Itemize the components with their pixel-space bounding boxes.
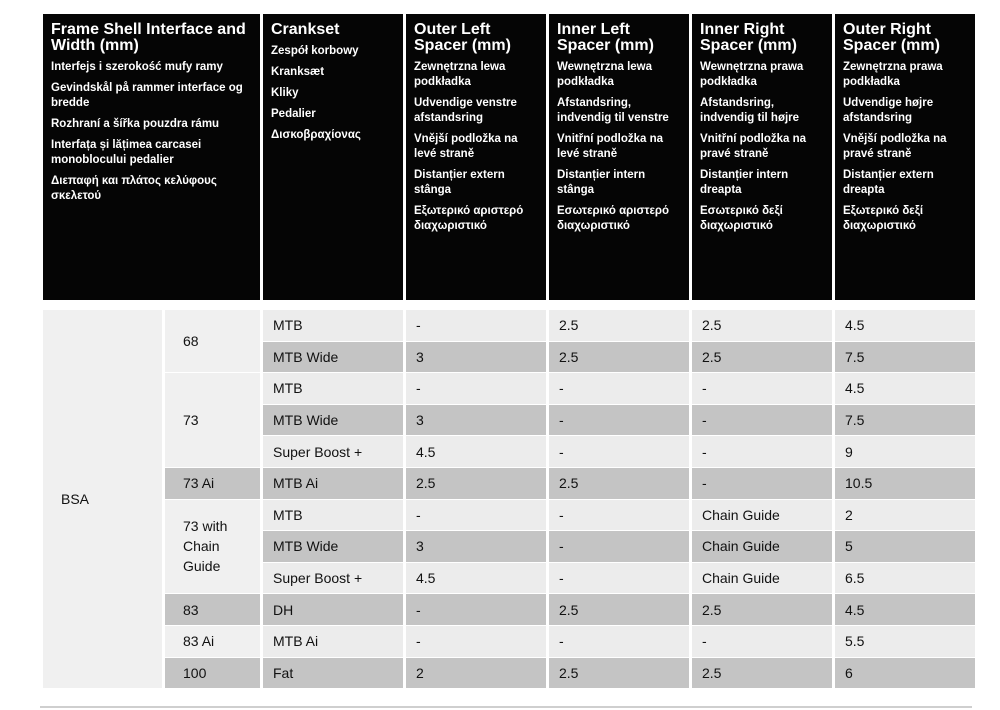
inner-right-cell: Chain Guide [692,563,832,595]
outer-right-cell: 4.5 [835,594,975,626]
inner-right-cell: - [692,373,832,405]
outer-left-cell: - [406,373,546,405]
header-outer-left-spacer [406,14,546,300]
bottom-divider [40,706,972,708]
header-title: Outer Left Spacer (mm) [414,21,511,54]
width-cell: 83 [165,594,260,626]
width-cell: 100 [165,658,260,690]
outer-left-cell: 4.5 [406,436,546,468]
header-sub: Vnější podložka na levé straně [414,133,518,160]
table-row [43,373,975,405]
header-sub: Δισκοβραχίονας [271,129,361,141]
header-sub: Udvendige højre afstandsring [843,97,934,124]
crankset-cell: MTB Ai [263,626,403,658]
header-sub: Wewnętrzna lewa podkładka [557,61,653,88]
width-cell: 68 [165,310,260,373]
header-gap [43,300,975,310]
inner-right-cell: Chain Guide [692,500,832,532]
header-sub: Vnitřní podložka na levé straně [557,133,664,160]
width-cell: 73 with Chain Guide [165,500,260,595]
header-sub: Interfața și lățimea carcasei monoblocului pedalier [51,139,202,166]
header-inner-right-spacer [692,14,832,300]
inner-left-cell: 2.5 [549,310,689,342]
table-row [43,468,975,500]
inner-left-cell: - [549,373,689,405]
header-outer-right-spacer [835,14,975,300]
header-sub: Afstandsring, indvendig til venstre [557,97,669,124]
outer-right-cell: 6.5 [835,563,975,595]
width-cell: 73 Ai [165,468,260,500]
header-inner-left-spacer [549,14,689,300]
header-sub: Pedalier [271,108,316,120]
table-row [43,310,975,342]
header-title: Outer Right Spacer (mm) [843,21,940,54]
header-sub: Zewnętrzna lewa podkładka [414,61,506,88]
header-title: Crankset [271,21,340,38]
outer-left-cell: 3 [406,342,546,374]
crankset-cell: DH [263,594,403,626]
crankset-cell: Super Boost + [263,563,403,595]
header-sub: Kliky [271,87,299,99]
header-sub: Interfejs i szerokość mufy ramy [51,61,223,73]
outer-right-cell: 10.5 [835,468,975,500]
outer-left-cell: 2 [406,658,546,690]
outer-right-cell: 7.5 [835,405,975,437]
table-row [43,594,975,626]
header-row [43,14,975,300]
inner-left-cell: 2.5 [549,658,689,690]
inner-left-cell: 2.5 [549,468,689,500]
outer-left-cell: - [406,626,546,658]
width-cell: 83 Ai [165,626,260,658]
header-sub: Wewnętrzna prawa podkładka [700,61,804,88]
header-title: Inner Right Spacer (mm) [700,21,797,54]
header-title: Frame Shell Interface and Width (mm) [51,21,246,54]
header-sub: Εσωτερικό δεξί διαχωριστικό [700,205,783,232]
outer-right-cell: 4.5 [835,373,975,405]
header-crankset [263,14,403,300]
crankset-cell: MTB [263,500,403,532]
header-sub: Διεπαφή και πλάτος κελύφους σκελετού [51,175,217,202]
header-sub: Distanțier extern stânga [414,169,505,196]
header-sub: Kranksæt [271,66,325,78]
inner-left-cell: - [549,531,689,563]
outer-right-cell: 4.5 [835,310,975,342]
inner-right-cell: - [692,468,832,500]
inner-left-cell: - [549,436,689,468]
header-sub: Afstandsring, indvendig til højre [700,97,800,124]
inner-left-cell: - [549,563,689,595]
inner-right-cell: Chain Guide [692,531,832,563]
inner-left-cell: 2.5 [549,594,689,626]
outer-left-cell: 4.5 [406,563,546,595]
crankset-cell: MTB Wide [263,342,403,374]
header-sub: Udvendige venstre afstandsring [414,97,517,124]
header-sub: Gevindskål på rammer interface og bredde [51,82,243,109]
outer-left-cell: 2.5 [406,468,546,500]
header-frame-shell [43,14,260,300]
header-sub: Εξωτερικό δεξί διαχωριστικό [843,205,924,232]
crankset-cell: MTB Ai [263,468,403,500]
outer-right-cell: 6 [835,658,975,690]
frame-cell: BSA [43,310,162,689]
header-sub: Vnější podložka na pravé straně [843,133,947,160]
crankset-cell: MTB [263,310,403,342]
outer-left-cell: - [406,310,546,342]
table-row [43,658,975,690]
header-sub: Vnitřní podložka na pravé straně [700,133,807,160]
crankset-cell: Fat [263,658,403,690]
header-sub: Εσωτερικό αριστερό διαχωριστικό [557,205,670,232]
outer-left-cell: 3 [406,405,546,437]
inner-right-cell: - [692,436,832,468]
header-sub: Rozhraní a šířka pouzdra rámu [51,118,220,130]
header-sub: Εξωτερικό αριστερό διαχωριστικό [414,205,524,232]
outer-left-cell: 3 [406,531,546,563]
inner-right-cell: - [692,405,832,437]
crankset-cell: Super Boost + [263,436,403,468]
inner-right-cell: 2.5 [692,342,832,374]
spacer-table [40,14,978,689]
width-cell: 73 [165,373,260,468]
crankset-cell: MTB Wide [263,531,403,563]
table-row [43,500,975,532]
inner-left-cell: - [549,500,689,532]
outer-right-cell: 2 [835,500,975,532]
inner-right-cell: 2.5 [692,594,832,626]
table-row [43,626,975,658]
header-sub: Distanțier intern stânga [557,169,646,196]
header-sub: Distanțier extern dreapta [843,169,934,196]
header-title: Inner Left Spacer (mm) [557,21,654,54]
inner-right-cell: - [692,626,832,658]
outer-left-cell: - [406,594,546,626]
inner-right-cell: 2.5 [692,658,832,690]
inner-left-cell: - [549,626,689,658]
crankset-cell: MTB Wide [263,405,403,437]
header-sub: Zespół korbowy [271,45,359,57]
outer-left-cell: - [406,500,546,532]
outer-right-cell: 7.5 [835,342,975,374]
outer-right-cell: 9 [835,436,975,468]
inner-left-cell: - [549,405,689,437]
outer-right-cell: 5.5 [835,626,975,658]
inner-right-cell: 2.5 [692,310,832,342]
outer-right-cell: 5 [835,531,975,563]
header-sub: Zewnętrzna prawa podkładka [843,61,943,88]
header-sub: Distanțier intern dreapta [700,169,789,196]
inner-left-cell: 2.5 [549,342,689,374]
crankset-cell: MTB [263,373,403,405]
